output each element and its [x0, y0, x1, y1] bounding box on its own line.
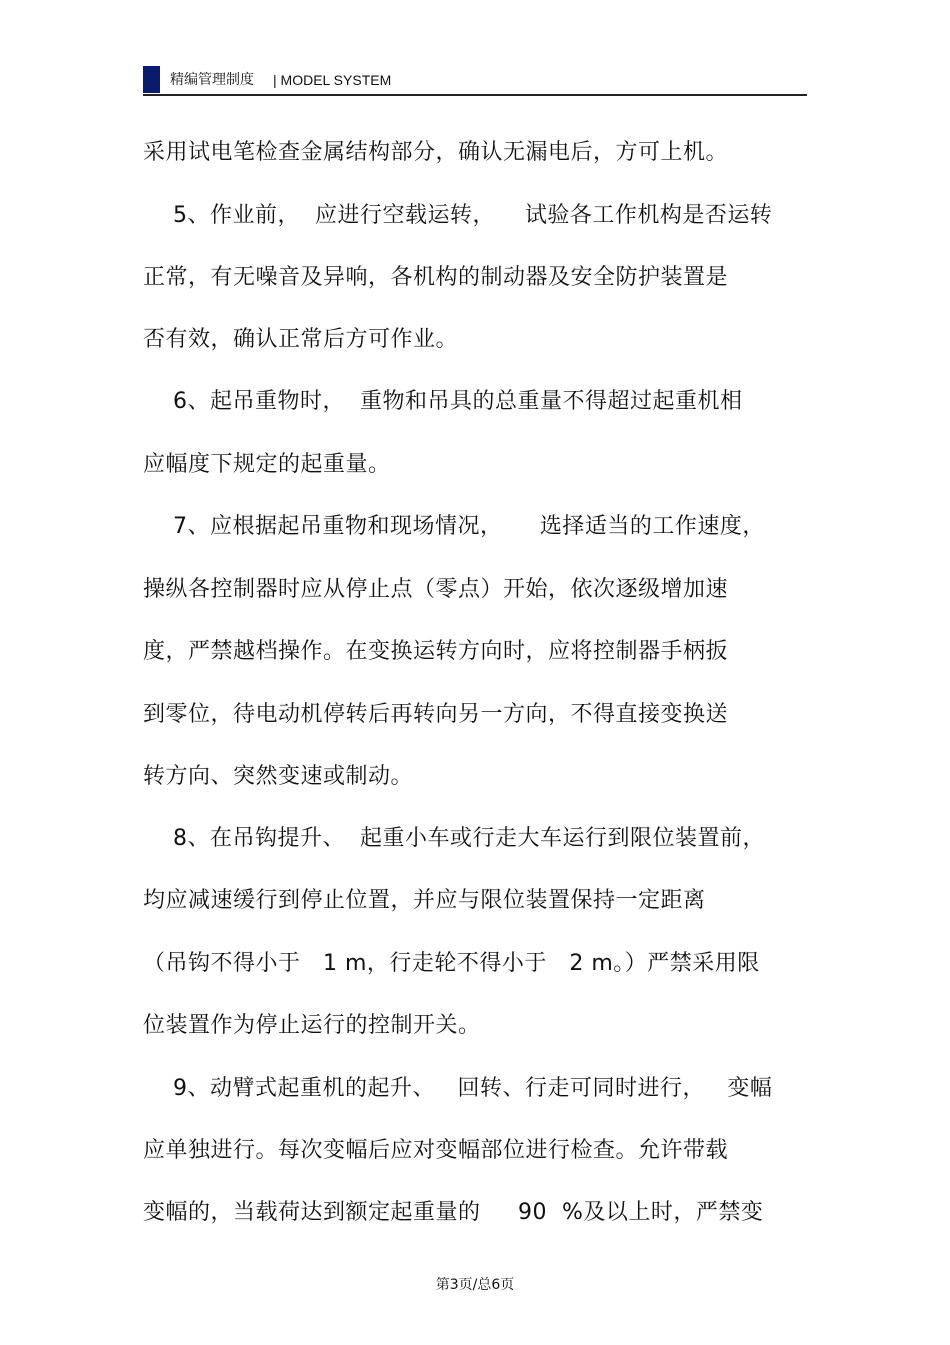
page-header — [143, 66, 807, 96]
body-line: 8、在吊钩提升、 起重小车或行走大车运行到限位装置前， — [143, 826, 765, 851]
body-line: 变幅的，当载荷达到额定起重量的 90 %及以上时，严禁变 — [143, 1200, 764, 1225]
body-line: 位装置作为停止运行的控制开关。 — [143, 1013, 481, 1038]
body-line: 采用试电笔检查金属结构部分，确认无漏电后，方可上机。 — [143, 140, 729, 165]
body-line: 操纵各控制器时应从停止点（零点）开始，依次逐级增加速 — [143, 577, 729, 602]
body-line: （吊钩不得小于 1 m，行走轮不得小于 2 m。）严禁采用限 — [143, 951, 760, 976]
body-line: 均应减速缓行到停止位置，并应与限位装置保持一定距离 — [143, 888, 706, 913]
body-line: 7、应根据起吊重物和现场情况， 选择适当的工作速度， — [143, 514, 765, 539]
body-line: 转方向、突然变速或制动。 — [143, 764, 414, 789]
body-line: 应幅度下规定的起重量。 — [143, 452, 391, 477]
body-line: 6、起吊重物时， 重物和吊具的总重量不得超过起重机相 — [143, 389, 743, 414]
body-line: 9、动臂式起重机的起升、 回转、行走可同时进行， 变幅 — [143, 1076, 773, 1101]
body-line: 应单独进行。每次变幅后应对变幅部位进行检查。允许带载 — [143, 1138, 729, 1163]
body-line: 正常，有无噪音及异响，各机构的制动器及安全防护装置是 — [143, 265, 729, 290]
body-line: 否有效，确认正常后方可作业。 — [143, 327, 459, 352]
header-subtitle: | MODEL SYSTEM — [273, 72, 392, 88]
logo-icon — [143, 66, 160, 93]
body-line: 度，严禁越档操作。在变换运转方向时，应将控制器手柄扳 — [143, 639, 729, 664]
body-line: 5、作业前， 应进行空载运转， 试验各工作机构是否运转 — [143, 203, 773, 228]
body-line: 到零位，待电动机停转后再转向另一方向，不得直接变换送 — [143, 702, 729, 727]
page-number: 第3页/总6页 — [435, 1277, 515, 1293]
header-divider — [143, 94, 807, 96]
header-title: 精编管理制度 — [170, 72, 254, 88]
